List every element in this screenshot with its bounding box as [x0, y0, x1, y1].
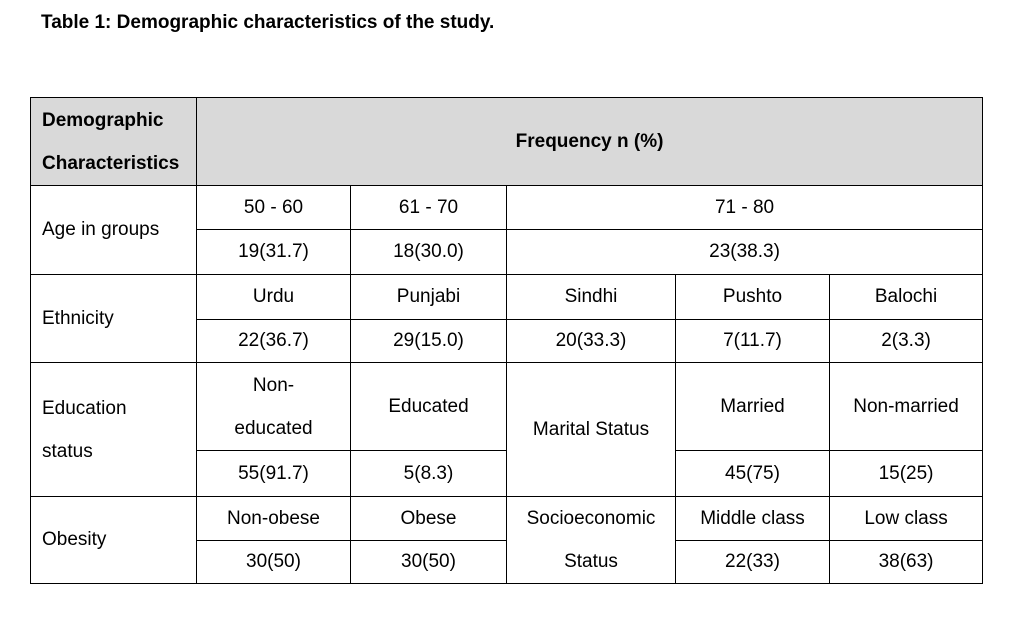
education-group-1-line1: Non-	[252, 374, 295, 396]
row-label-ethnicity: Ethnicity	[31, 275, 197, 363]
age-value-2: 18(30.0)	[351, 230, 507, 275]
header-demographic-line1: Demographic	[42, 109, 164, 131]
socioeconomic-label-line1: Socioeconomic	[526, 508, 656, 529]
marital-status-label: Marital Status	[507, 363, 676, 497]
header-row	[31, 98, 983, 186]
socioeconomic-value-2: 38(63)	[830, 541, 983, 584]
education-group-1	[197, 363, 351, 451]
education-value-1: 55(91.7)	[197, 451, 351, 497]
education-group-2: Educated	[351, 363, 507, 451]
socioeconomic-value-1: 22(33)	[676, 541, 830, 584]
table-row	[31, 497, 983, 541]
ethnicity-group-3: Sindhi	[507, 275, 676, 320]
table-caption: Table 1: Demographic characteristics of the study.	[41, 12, 495, 33]
marital-value-1: 45(75)	[676, 451, 830, 497]
age-group-1: 50 - 60	[197, 186, 351, 230]
header-demographic-line2: Characteristics	[42, 152, 180, 174]
obesity-group-2: Obese	[351, 497, 507, 541]
row-label-obesity: Obesity	[31, 497, 197, 584]
education-label-line1: Education	[42, 397, 127, 419]
ethnicity-value-2: 29(15.0)	[351, 320, 507, 363]
socioeconomic-group-2: Low class	[830, 497, 983, 541]
education-label-line2: status	[42, 440, 93, 462]
row-label-age: Age in groups	[31, 186, 197, 275]
obesity-value-1: 30(50)	[197, 541, 351, 584]
ethnicity-value-3: 20(33.3)	[507, 320, 676, 363]
table-row	[31, 186, 983, 230]
age-group-2: 61 - 70	[351, 186, 507, 230]
ethnicity-value-5: 2(3.3)	[830, 320, 983, 363]
obesity-group-1: Non-obese	[197, 497, 351, 541]
ethnicity-group-2: Punjabi	[351, 275, 507, 320]
table-row	[31, 363, 983, 451]
table-row	[31, 275, 983, 320]
obesity-value-2: 30(50)	[351, 541, 507, 584]
socioeconomic-label	[507, 497, 676, 584]
header-demographic-cell	[31, 98, 197, 186]
row-label-education	[31, 363, 197, 497]
age-value-3: 23(38.3)	[507, 230, 983, 275]
age-group-3: 71 - 80	[507, 186, 983, 230]
ethnicity-group-1: Urdu	[197, 275, 351, 320]
socioeconomic-group-1: Middle class	[676, 497, 830, 541]
education-value-2: 5(8.3)	[351, 451, 507, 497]
marital-group-1: Married	[676, 363, 830, 451]
ethnicity-value-1: 22(36.7)	[197, 320, 351, 363]
education-group-1-line2: educated	[234, 417, 313, 439]
ethnicity-value-4: 7(11.7)	[676, 320, 830, 363]
header-frequency: Frequency n (%)	[197, 98, 983, 186]
socioeconomic-label-line2: Status	[564, 551, 618, 572]
ethnicity-group-4: Pushto	[676, 275, 830, 320]
marital-value-2: 15(25)	[830, 451, 983, 497]
demographic-table	[30, 97, 983, 584]
ethnicity-group-5: Balochi	[830, 275, 983, 320]
age-value-1: 19(31.7)	[197, 230, 351, 275]
marital-group-2: Non-married	[830, 363, 983, 451]
